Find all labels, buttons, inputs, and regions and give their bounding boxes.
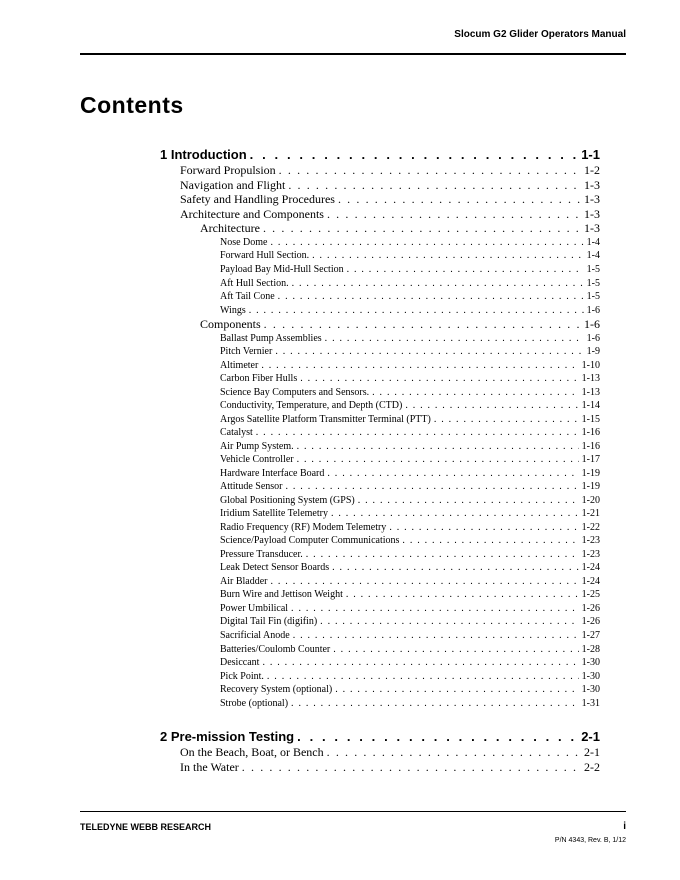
toc-entry-label: Altimeter xyxy=(220,359,259,371)
toc-dot-leader xyxy=(263,221,581,236)
toc-entry[interactable] xyxy=(160,548,600,562)
toc-dot-leader xyxy=(256,426,579,440)
toc-entry-page: 1-9 xyxy=(586,346,600,358)
toc-entry-label: Pitch Vernier xyxy=(220,346,273,358)
toc-dot-leader xyxy=(402,534,578,548)
toc-entry-page: 1-4 xyxy=(586,236,600,248)
header-rule xyxy=(80,53,626,55)
toc-entry[interactable] xyxy=(160,277,600,291)
toc-entry[interactable] xyxy=(160,304,600,318)
toc-entry[interactable] xyxy=(160,629,600,643)
toc-dot-leader xyxy=(286,480,579,494)
toc-entry-label: Navigation and Flight xyxy=(180,177,286,192)
toc-entry-page: 1-23 xyxy=(581,548,600,560)
running-header-title: Slocum G2 Glider Operators Manual xyxy=(454,29,626,40)
toc-entry-label: Catalyst xyxy=(220,427,253,439)
toc-entry[interactable] xyxy=(160,413,600,427)
toc-entry-page: 2-2 xyxy=(584,759,600,774)
toc-entry-label: Power Umbilical xyxy=(220,602,289,614)
toc-dot-leader xyxy=(292,277,584,291)
toc-entry-page: 1-3 xyxy=(584,206,600,221)
toc-entry[interactable] xyxy=(160,372,600,386)
toc-entry[interactable] xyxy=(160,192,600,207)
toc-dot-leader xyxy=(405,399,578,413)
toc-entry-label: Conductivity, Temperature, and Depth (CTD) xyxy=(220,400,403,412)
toc-entry[interactable] xyxy=(160,290,600,304)
toc-dot-leader xyxy=(291,697,579,711)
footer-page-number: i xyxy=(623,821,626,832)
toc-dot-leader xyxy=(297,440,579,454)
toc-entry-label: Recovery System (optional) xyxy=(220,684,333,696)
toc-dot-leader xyxy=(372,386,579,400)
toc-entry[interactable] xyxy=(160,207,600,222)
toc-dot-leader xyxy=(327,467,578,481)
toc-dot-leader xyxy=(306,548,579,562)
toc-entry[interactable] xyxy=(160,480,600,494)
toc-entry[interactable] xyxy=(160,467,600,481)
toc-entry[interactable] xyxy=(160,332,600,346)
toc-entry-label: Payload Bay Mid-Hull Section xyxy=(220,264,344,275)
toc-entry-page: 1-19 xyxy=(581,481,600,493)
toc-entry-label: Air Pump System. xyxy=(220,440,294,452)
toc-entry[interactable] xyxy=(160,588,600,602)
toc-entry-page: 1-26 xyxy=(581,602,600,614)
toc-entry-page: 1-28 xyxy=(581,643,600,655)
toc-entry[interactable] xyxy=(160,602,600,616)
toc-entry-label: On the Beach, Boat, or Bench xyxy=(180,745,324,760)
toc-entry-page: 1-24 xyxy=(581,562,600,574)
toc-entry[interactable] xyxy=(160,440,600,454)
toc-entry-label: Global Positioning System (GPS) xyxy=(220,494,355,506)
toc-entry-label: Attitude Sensor xyxy=(220,481,283,493)
toc-entry-page: 1-6 xyxy=(584,317,600,332)
toc-entry[interactable] xyxy=(160,178,600,193)
toc-entry-label: Argos Satellite Platform Transmitter Terminal (PTT) xyxy=(220,413,431,425)
toc-dot-leader xyxy=(279,163,581,178)
toc-entry[interactable] xyxy=(160,697,600,711)
toc-entry-label: 2 Pre-mission Testing xyxy=(160,729,295,745)
toc-entry-page: 1-15 xyxy=(581,413,600,425)
toc-dot-leader xyxy=(291,602,579,616)
toc-entry-label: Desiccant xyxy=(220,657,260,669)
toc-entry-page: 1-24 xyxy=(581,575,600,587)
toc-entry-label: In the Water xyxy=(180,759,239,774)
footer-part-number: P/N 4343, Rev. B, 1/12 xyxy=(554,837,626,844)
toc-entry-page: 1-21 xyxy=(581,508,600,520)
toc-entry-page: 1-10 xyxy=(581,359,600,371)
toc-entry[interactable] xyxy=(160,263,600,277)
footer-company: TELEDYNE WEBB RESEARCH xyxy=(80,822,212,832)
toc-dot-leader xyxy=(332,561,579,575)
toc-entry-label: 1 Introduction xyxy=(160,147,247,162)
toc-dot-leader xyxy=(320,615,578,629)
toc-entry[interactable] xyxy=(160,760,600,775)
toc-entry[interactable] xyxy=(160,615,600,629)
toc-entry-label: Science Bay Computers and Sensors. xyxy=(220,386,370,398)
table-of-contents xyxy=(160,146,600,774)
toc-dot-leader xyxy=(271,236,584,250)
toc-entry-page: 1-5 xyxy=(586,264,600,275)
toc-entry-page: 2-1 xyxy=(584,745,600,760)
toc-chapter-entry[interactable] xyxy=(160,728,600,745)
toc-entry-label: Strobe (optional) xyxy=(220,697,289,709)
toc-entry[interactable] xyxy=(160,426,600,440)
toc-dot-leader xyxy=(300,372,578,386)
toc-entry-label: Architecture xyxy=(200,221,260,236)
toc-entry[interactable] xyxy=(160,656,600,670)
toc-dot-leader xyxy=(333,643,578,657)
toc-entry-label: Batteries/Coulomb Counter xyxy=(220,643,331,655)
toc-dot-leader xyxy=(434,413,579,427)
toc-entry-label: Wings xyxy=(220,304,246,316)
toc-entry-page: 1-14 xyxy=(581,400,600,412)
toc-entry[interactable] xyxy=(160,683,600,697)
toc-entry[interactable] xyxy=(160,745,600,760)
toc-entry-page: 1-17 xyxy=(581,454,600,466)
toc-entry-label: Forward Hull Section. xyxy=(220,250,310,262)
toc-entry-page: 1-27 xyxy=(581,630,600,641)
toc-entry-label: Forward Propulsion xyxy=(180,163,276,177)
toc-entry-label: Science/Payload Computer Communications xyxy=(220,535,400,547)
toc-entry-label: Carbon Fiber Hulls xyxy=(220,373,298,385)
toc-entry-label: Components xyxy=(200,317,261,332)
toc-entry[interactable] xyxy=(160,521,600,535)
toc-entry-page: 1-4 xyxy=(586,250,600,262)
toc-entry-page: 1-13 xyxy=(581,386,600,398)
toc-dot-leader xyxy=(267,670,579,684)
toc-entry-label: Hardware Interface Board xyxy=(220,467,325,479)
toc-entry[interactable] xyxy=(160,317,600,332)
toc-entry-page: 1-2 xyxy=(584,163,600,177)
toc-entry-label: Pick Point. xyxy=(220,670,264,682)
toc-entry[interactable] xyxy=(160,359,600,373)
toc-entry-page: 1-23 xyxy=(581,535,600,547)
toc-entry[interactable] xyxy=(160,494,600,508)
toc-dot-leader xyxy=(346,588,579,602)
toc-dot-leader xyxy=(327,745,581,760)
toc-entry-label: Sacrificial Anode xyxy=(220,630,290,641)
toc-entry[interactable] xyxy=(160,575,600,589)
toc-entry-label: Safety and Handling Procedures xyxy=(180,192,335,207)
toc-entry[interactable] xyxy=(160,534,600,548)
toc-entry-page: 1-30 xyxy=(581,657,600,669)
toc-entry-label: Ballast Pump Assemblies xyxy=(220,332,322,344)
toc-entry-label: Digital Tail Fin (digifin) xyxy=(220,616,318,628)
toc-entry-page: 1-16 xyxy=(581,427,600,439)
toc-entry-label: Air Bladder xyxy=(220,575,268,587)
page-title: Contents xyxy=(80,92,184,118)
toc-entry[interactable] xyxy=(160,561,600,575)
toc-entry-label: Aft Hull Section. xyxy=(220,277,289,289)
toc-entry-page: 1-16 xyxy=(581,440,600,452)
toc-dot-leader xyxy=(275,345,583,359)
toc-entry-page: 1-20 xyxy=(581,494,600,506)
toc-entry-label: Aft Tail Cone xyxy=(220,291,275,303)
toc-entry-label: Nose Dome xyxy=(220,236,268,248)
toc-entry-page: 1-31 xyxy=(581,697,600,709)
toc-dot-leader xyxy=(327,207,581,222)
toc-dot-leader xyxy=(389,521,578,535)
toc-dot-leader xyxy=(250,146,579,163)
toc-entry-page: 1-19 xyxy=(581,467,600,479)
toc-dot-leader xyxy=(335,683,578,697)
toc-entry[interactable] xyxy=(160,399,600,413)
toc-dot-leader xyxy=(297,728,578,745)
toc-chapter-entry[interactable] xyxy=(160,146,600,163)
toc-entry-page: 1-25 xyxy=(581,589,600,601)
toc-entry-label: Burn Wire and Jettison Weight xyxy=(220,589,343,601)
toc-dot-leader xyxy=(262,656,578,670)
toc-entry[interactable] xyxy=(160,643,600,657)
toc-dot-leader xyxy=(358,494,579,508)
toc-dot-leader xyxy=(249,304,584,318)
toc-entry-page: 1-5 xyxy=(586,277,600,289)
toc-entry-page: 1-5 xyxy=(586,291,600,303)
toc-entry[interactable] xyxy=(160,163,600,178)
toc-entry-page: 2-1 xyxy=(581,729,600,745)
toc-dot-leader xyxy=(261,359,578,373)
toc-entry-page: 1-1 xyxy=(581,147,600,162)
toc-dot-leader xyxy=(325,332,584,346)
toc-dot-leader xyxy=(288,178,581,193)
toc-entry[interactable] xyxy=(160,236,600,250)
toc-entry[interactable] xyxy=(160,249,600,263)
toc-dot-leader xyxy=(242,760,581,775)
footer-rule xyxy=(80,811,626,812)
toc-dot-leader xyxy=(297,453,579,467)
toc-entry[interactable] xyxy=(160,507,600,521)
toc-entry-label: Vehicle Controller xyxy=(220,454,294,466)
toc-entry-label: Leak Detect Sensor Boards xyxy=(220,562,330,574)
toc-entry-page: 1-3 xyxy=(584,221,600,236)
toc-entry[interactable] xyxy=(160,453,600,467)
toc-dot-leader xyxy=(271,575,579,589)
toc-dot-leader xyxy=(293,629,579,643)
toc-entry-label: Architecture and Components xyxy=(180,206,324,221)
toc-entry[interactable] xyxy=(160,345,600,359)
toc-entry-page: 1-26 xyxy=(581,616,600,628)
toc-dot-leader xyxy=(331,507,579,521)
toc-entry-label: Iridium Satellite Telemetry xyxy=(220,508,328,520)
toc-dot-leader xyxy=(278,290,584,304)
toc-entry-page: 1-3 xyxy=(584,177,600,192)
toc-entry-label: Radio Frequency (RF) Modem Telemetry xyxy=(220,521,387,533)
toc-entry[interactable] xyxy=(160,670,600,684)
toc-entry-page: 1-3 xyxy=(584,192,600,207)
toc-entry-label: Pressure Transducer. xyxy=(220,548,303,560)
toc-entry[interactable] xyxy=(160,386,600,400)
toc-dot-leader xyxy=(338,192,581,207)
toc-entry-page: 1-30 xyxy=(581,670,600,682)
toc-entry-page: 1-13 xyxy=(581,373,600,385)
toc-dot-leader xyxy=(312,249,584,263)
toc-dot-leader xyxy=(264,317,581,332)
toc-entry-page: 1-30 xyxy=(581,684,600,696)
toc-entry-page: 1-6 xyxy=(586,304,600,316)
toc-entry-page: 1-6 xyxy=(586,332,600,344)
toc-dot-leader xyxy=(347,263,584,277)
toc-entry[interactable] xyxy=(160,221,600,236)
toc-chapter-gap xyxy=(160,710,600,728)
toc-entry-page: 1-22 xyxy=(581,521,600,533)
